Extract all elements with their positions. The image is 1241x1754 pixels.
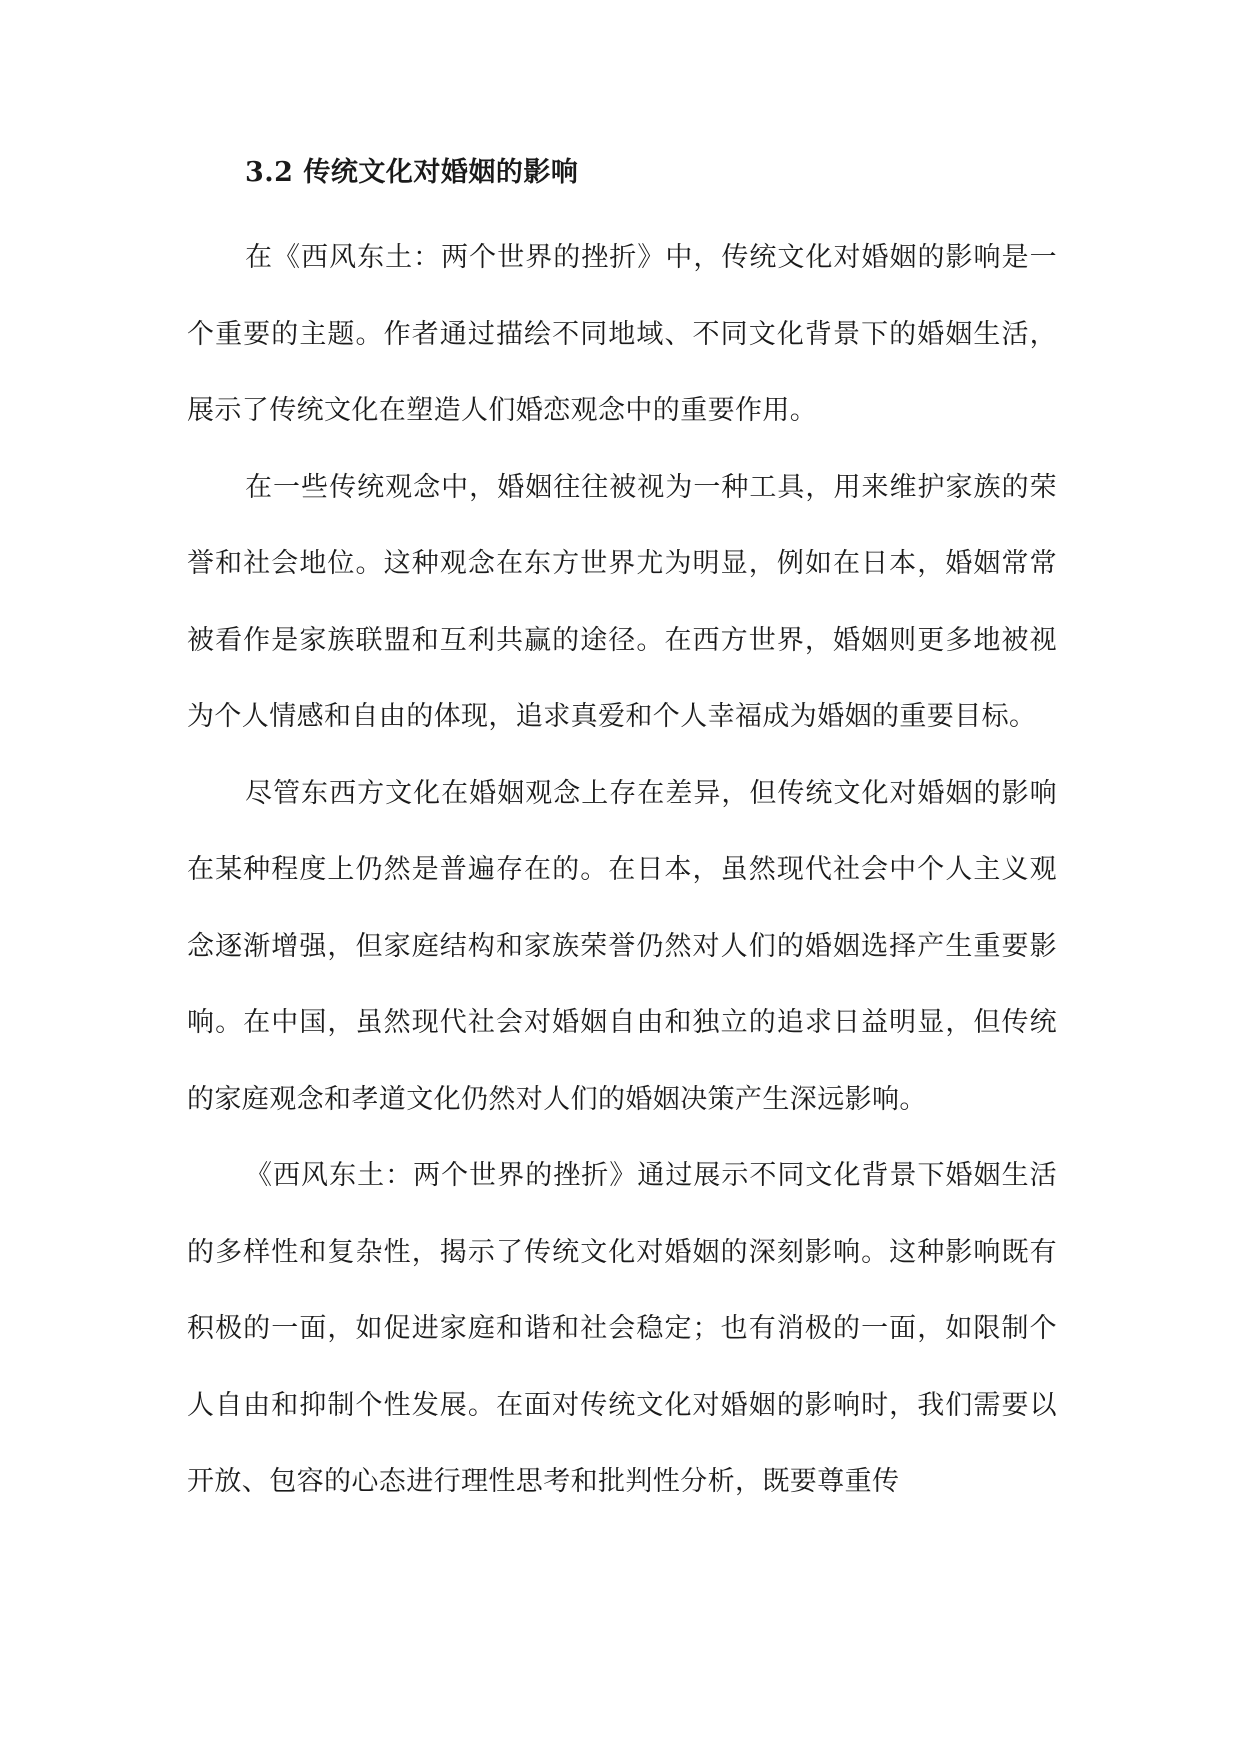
section-heading: 3.2 传统文化对婚姻的影响 <box>245 157 579 188</box>
paragraph: 在《西风东土：两个世界的挫折》中，传统文化对婚姻的影响是一个重要的主题。作者通过描绘不同地域、不同文化背景下的婚姻生活，展示了传统文化在塑造人们婚恋观念中的重要作用。 <box>187 242 1057 426</box>
paragraph: 尽管东西方文化在婚姻观念上存在差异，但传统文化对婚姻的影响在某种程度上仍然是普遍存在的。在日本，虽然现代社会中个人主义观念逐渐增强，但家庭结构和家族荣誉仍然对人们的婚姻选择产生重要影响。在中国，虽然现代社会对婚姻自由和独立的追求日益明显，但传统的家庭观念和孝道文化仍然对人们的婚姻决策产生深远影响。 <box>187 777 1057 1115</box>
paragraph: 在一些传统观念中，婚姻往往被视为一种工具，用来维护家族的荣誉和社会地位。这种观念在东方世界尤为明显，例如在日本，婚姻常常被看作是家族联盟和互利共赢的途径。在西方世界，婚姻则更多地被视为个人情感和自由的体现，追求真爱和个人幸福成为婚姻的重要目标。 <box>187 471 1057 732</box>
page-content <box>187 148 1057 1521</box>
paragraph: 《西风东土：两个世界的挫折》通过展示不同文化背景下婚姻生活的多样性和复杂性，揭示了传统文化对婚姻的深刻影响。这种影响既有积极的一面，如促进家庭和谐和社会稳定；也有消极的一面，如限制个人自由和抑制个性发展。在面对传统文化对婚姻的影响时，我们需要以开放、包容的心态进行理性思考和批判性分析，既要尊重传 <box>187 1160 1057 1497</box>
